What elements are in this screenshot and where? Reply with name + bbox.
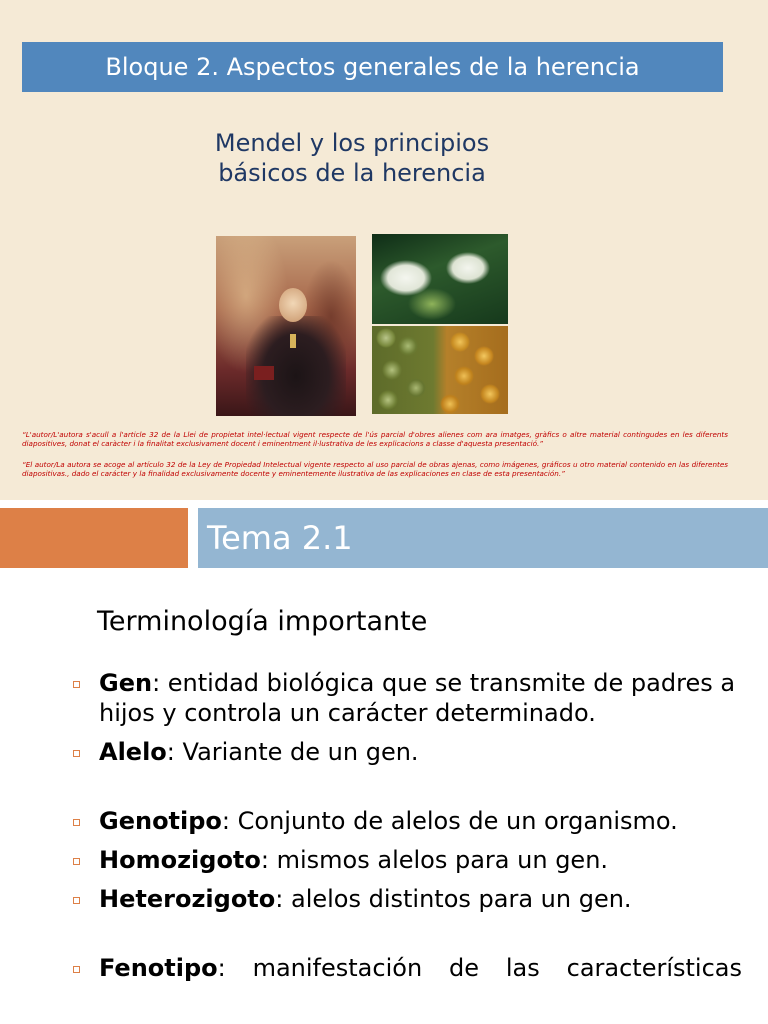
subtitle-line-1: Mendel y los principios [214, 129, 490, 157]
definition: : Conjunto de alelos de un organismo. [221, 807, 678, 835]
slide-2 [0, 500, 768, 1024]
definition: : alelos distintos para un gen. [275, 885, 632, 913]
definition: : Variante de un gen. [166, 738, 419, 766]
slide-subtitle [150, 128, 554, 188]
disclaimer-spanish: “El autor/La autora se acoge al artículo 32 de la Ley de Propiedad Intelectual vigente respecto al uso parcial de obras ajenas, como imágenes, gráficos u otro material contenido en las diferentes diapositivas., dado el carácter y la finalidad exclusivamente docente y eminentemente ilustrativa de las explicaciones en clase de esta presentación.” [22, 460, 728, 478]
definition: : mismos alelos para un gen. [260, 846, 609, 874]
mendel-portrait-image [216, 236, 356, 416]
block-title-bar [22, 42, 723, 92]
definition: : entidad biológica que se transmite de padres a hijos y controla un carácter determinado. [99, 669, 736, 727]
list-item [70, 806, 742, 836]
definition: : manifestación de las características [217, 954, 742, 982]
section-heading: Terminología importante [97, 606, 428, 637]
list-item [70, 884, 742, 914]
term: Fenotipo [99, 954, 218, 982]
terminology-list [70, 668, 742, 992]
bullet-square-icon [73, 858, 80, 865]
list-item [70, 668, 742, 728]
list-item [70, 953, 742, 983]
term: Gen [99, 669, 153, 697]
peas-seeds-image [372, 326, 508, 414]
disclaimer-catalan: “L'autor/L'autora s'acull a l'article 32 de la Llei de propietat intel·lectual vigent respecte de l'ús parcial d'obres alienes com ara imatges, gràfics o altre material contingudes en les diferents diapositives, donat el caràcter i la finalitat exclusivament docent i eminentment il·lustrativa de les explicacions a classe d'aquesta presentació.” [22, 430, 728, 448]
bullet-square-icon [73, 681, 80, 688]
subtitle-line-2: básicos de la herencia [218, 159, 486, 187]
bullet-square-icon [73, 897, 80, 904]
list-item [70, 737, 742, 767]
tema-title: Tema 2.1 [207, 519, 353, 557]
block-title: Bloque 2. Aspectos generales de la herencia [105, 53, 640, 81]
bullet-square-icon [73, 750, 80, 757]
list-item [70, 845, 742, 875]
term: Genotipo [99, 807, 222, 835]
term: Alelo [99, 738, 167, 766]
term: Heterozigoto [99, 885, 276, 913]
bullet-square-icon [73, 966, 80, 973]
pea-plant-image [372, 234, 508, 324]
term: Homozigoto [99, 846, 261, 874]
bullet-square-icon [73, 819, 80, 826]
slide-1 [0, 0, 768, 500]
tema-accent-block [0, 508, 188, 568]
